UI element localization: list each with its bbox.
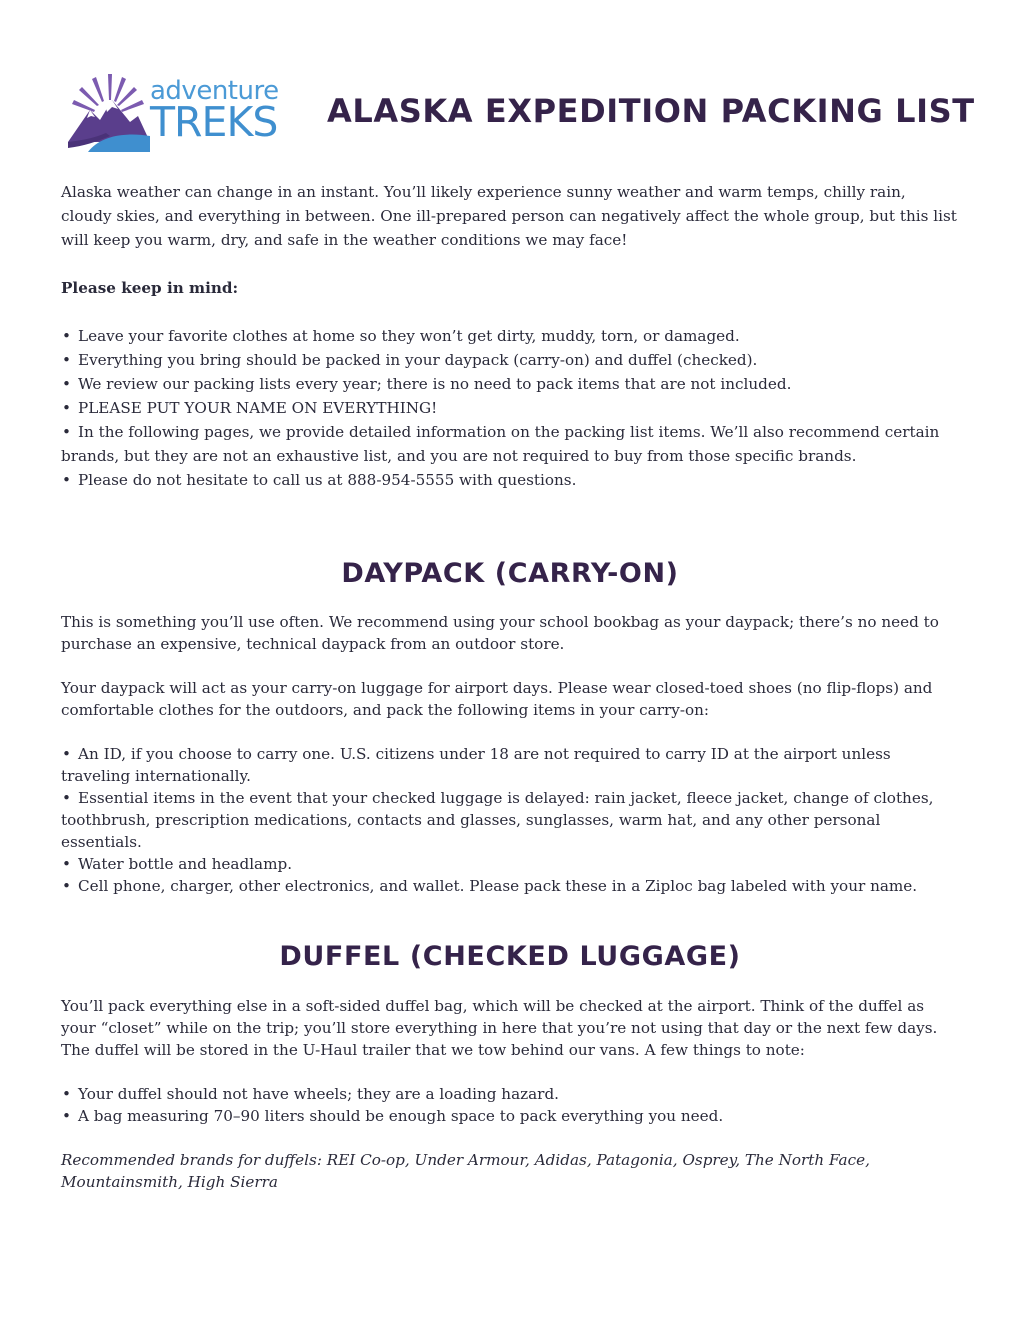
duffel-paragraph: You’ll pack everything else in a soft-sided duffel bag, which will be checked at the airport. Think of the duffel as your “closet” while on the trip; you’ll store everything in here that you’re not using that day or the next few days. The duffel will be stored in the U-Haul trailer that we tow behind our vans. A few things to note: — [61, 997, 938, 1059]
adventure-treks-logo — [66, 70, 286, 152]
list-item: • Your duffel should not have wheels; they are a loading hazard. — [62, 1085, 559, 1103]
list-item: • Everything you bring should be packed in your daypack (carry-on) and duffel (checked). — [62, 351, 758, 369]
list-item: • We review our packing lists every year; there is no need to pack items that are not included. — [62, 375, 792, 393]
list-item: • Leave your favorite clothes at home so they won’t get dirty, muddy, torn, or damaged. — [62, 327, 740, 345]
intro-paragraph: Alaska weather can change in an instant. You’ll likely experience sunny weather and warm temps, chilly rain, cloudy skies, and everything in between. One ill-prepared person can negatively affect the whole group, but this list will keep you warm, dry, and safe in the weather conditions we may face! — [61, 183, 957, 249]
list-item: • In the following pages, we provide detailed information on the packing list items. We’ll also recommend certain brands, but they are not an exhaustive list, and you are not required to buy from those specific brands. — [61, 423, 940, 465]
mountain-sunburst-icon — [66, 70, 150, 152]
list-item: • Essential items in the event that your checked luggage is delayed: rain jacket, fleece jacket, change of clothes, toothbrush, prescription medications, contacts and glasses, sunglasses, warm hat, and any other personal essentials. — [61, 789, 934, 851]
list-item: • PLEASE PUT YOUR NAME ON EVERYTHING! — [62, 399, 438, 417]
intro-bullet-list — [61, 324, 961, 492]
list-item: • An ID, if you choose to carry one. U.S. citizens under 18 are not required to carry ID at the airport unless traveling internationally. — [61, 745, 891, 785]
list-item: • A bag measuring 70–90 liters should be enough space to pack everything you need. — [62, 1107, 724, 1125]
page-title: ALASKA EXPEDITION PACKING LIST — [327, 92, 975, 130]
logo-word-treks: TREKS — [150, 98, 278, 146]
daypack-heading: DAYPACK (CARRY-ON) — [341, 558, 679, 589]
daypack-paragraph-2: Your daypack will act as your carry-on luggage for airport days. Please wear closed-toed shoes (no flip-flops) and comfortable clothes for the outdoors, and pack the following items in your carry-on: — [61, 679, 933, 719]
list-item: • Water bottle and headlamp. — [62, 855, 293, 873]
list-item: • Cell phone, charger, other electronics, and wallet. Please pack these in a Ziploc bag labeled with your name. — [62, 877, 918, 895]
duffel-heading: DUFFEL (CHECKED LUGGAGE) — [279, 941, 741, 972]
recommended-brands-note: Recommended brands for duffels: REI Co-op, Under Armour, Adidas, Patagonia, Osprey, The North Face, Mountainsmith, High Sierra — [61, 1151, 870, 1191]
keep-in-mind-label: Please keep in mind: — [61, 279, 239, 297]
daypack-paragraph-1: This is something you’ll use often. We recommend using your school bookbag as your daypack; there’s no need to purchase an expensive, technical daypack from an outdoor store. — [61, 613, 939, 653]
duffel-bullet-list — [61, 1083, 961, 1127]
list-item: • Please do not hesitate to call us at 888-954-5555 with questions. — [62, 471, 577, 489]
logo-word-adventure: adventure — [150, 76, 279, 106]
daypack-bullet-list — [61, 743, 961, 897]
